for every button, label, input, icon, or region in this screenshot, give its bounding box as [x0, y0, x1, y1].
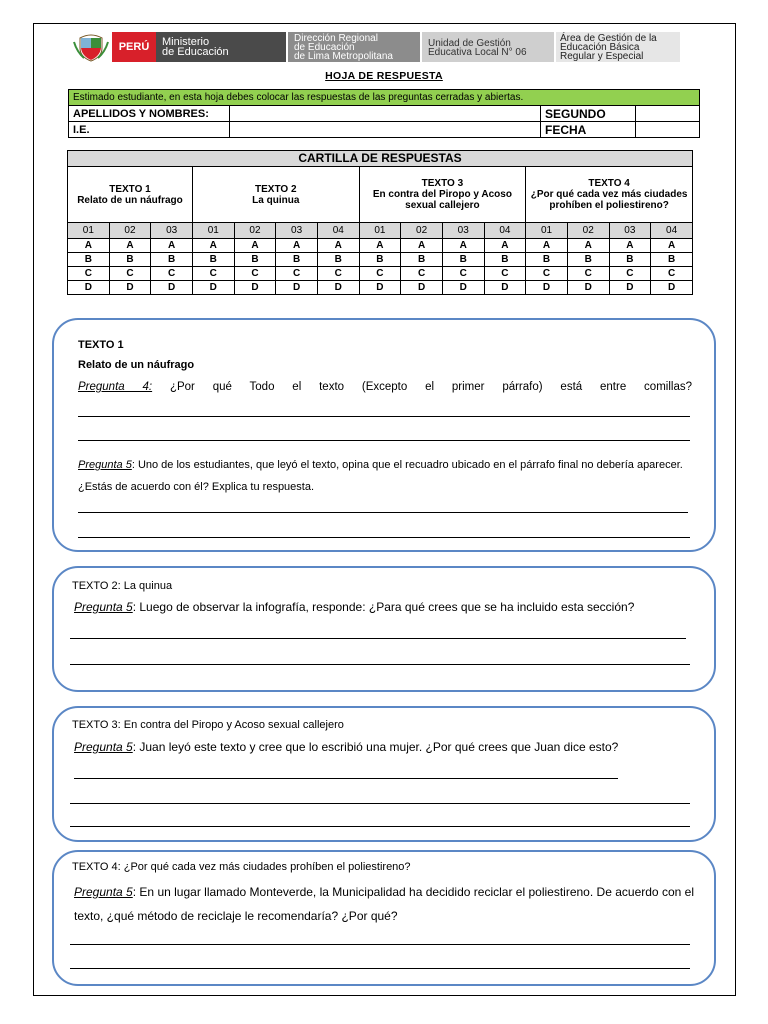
answer-option-b[interactable]: B	[484, 253, 526, 267]
answer-option-d[interactable]: D	[109, 281, 151, 295]
ie-label: I.E.	[69, 122, 230, 138]
answer-option-a[interactable]: A	[651, 239, 693, 253]
answer-option-c[interactable]: C	[442, 267, 484, 281]
notice-text: Estimado estudiante, en esta hoja debes colocar las respuestas de las preguntas cerradas y abiertas.	[69, 90, 700, 106]
texto-4-pregunta-5: Pregunta 5: En un lugar llamado Monteverde, la Municipalidad ha decidido reciclar el poliestireno. De acuerdo con el texto, ¿qué método de reciclaje le recomendaría? ¿Por qué?	[74, 885, 694, 923]
answer-option-a[interactable]: A	[234, 239, 276, 253]
fecha-field[interactable]	[636, 122, 700, 138]
answer-option-d[interactable]: D	[317, 281, 359, 295]
answer-option-a[interactable]: A	[317, 239, 359, 253]
answer-option-b[interactable]: B	[192, 253, 234, 267]
texto-3-header: TEXTO 3 En contra del Piropo y Acoso sexual callejero	[359, 167, 526, 223]
answer-line[interactable]	[78, 512, 688, 513]
answer-option-d[interactable]: D	[651, 281, 693, 295]
answer-option-b[interactable]: B	[609, 253, 651, 267]
peru-logo: PERÚ	[112, 32, 156, 62]
question-number-cell: 02	[567, 223, 609, 239]
answer-option-c[interactable]: C	[276, 267, 318, 281]
answer-option-a[interactable]: A	[109, 239, 151, 253]
answer-option-b[interactable]: B	[359, 253, 401, 267]
question-number-cell: 03	[276, 223, 318, 239]
answer-option-c[interactable]: C	[192, 267, 234, 281]
question-number-cell: 01	[359, 223, 401, 239]
answer-option-a[interactable]: A	[192, 239, 234, 253]
answer-option-d[interactable]: D	[68, 281, 110, 295]
answer-option-c[interactable]: C	[317, 267, 359, 281]
question-number-cell: 03	[609, 223, 651, 239]
texto-1-heading: TEXTO 1	[78, 339, 124, 351]
area-logo: Área de Gestión de la Educación Básica Regular y Especial	[556, 32, 680, 62]
answer-line[interactable]	[70, 826, 690, 827]
texto-2-pregunta-5: Pregunta 5: Luego de observar la infografía, responde: ¿Para qué crees que se ha incluido esta sección?	[74, 600, 635, 614]
texto-1-pregunta-4: Pregunta 4: ¿Por qué Todo el texto (Excepto el primer párrafo) está entre comillas?	[78, 381, 692, 393]
question-number-cell: 01	[526, 223, 568, 239]
answer-option-b[interactable]: B	[651, 253, 693, 267]
question-number-cell: 01	[192, 223, 234, 239]
answer-option-c[interactable]: C	[401, 267, 443, 281]
answer-option-b[interactable]: B	[567, 253, 609, 267]
question-number-cell: 02	[234, 223, 276, 239]
texto-1-pregunta-5: Pregunta 5: Uno de los estudiantes, que leyó el texto, opina que el recuadro ubicado en el párrafo final no debería aparecer. ¿Estás de acuerdo con él? Explica tu respuesta.	[78, 459, 683, 493]
answer-line[interactable]	[70, 664, 690, 665]
texto-4-header: TEXTO 4 ¿Por qué cada vez más ciudades prohíben el poliestireno?	[526, 167, 693, 223]
answer-option-d[interactable]: D	[192, 281, 234, 295]
answer-option-b[interactable]: B	[68, 253, 110, 267]
apellidos-label: APELLIDOS Y NOMBRES:	[69, 106, 230, 122]
answer-option-a[interactable]: A	[151, 239, 193, 253]
answer-option-a[interactable]: A	[526, 239, 568, 253]
texto-1-box	[52, 318, 716, 552]
page-title: HOJA DE RESPUESTA	[325, 70, 443, 82]
answer-option-c[interactable]: C	[359, 267, 401, 281]
grade-label: SEGUNDO	[541, 106, 636, 122]
fecha-label: FECHA	[541, 122, 636, 138]
texto-3-heading: TEXTO 3: En contra del Piropo y Acoso sexual callejero	[72, 719, 344, 731]
apellidos-field[interactable]	[230, 106, 541, 122]
answer-option-c[interactable]: C	[609, 267, 651, 281]
answer-option-d[interactable]: D	[276, 281, 318, 295]
texto-3-pregunta-5: Pregunta 5: Juan leyó este texto y cree que lo escribió una mujer. ¿Por qué crees que Juan dice esto?	[74, 740, 619, 754]
texto-1-subheading: Relato de un náufrago	[78, 359, 195, 371]
answer-line[interactable]	[74, 778, 618, 779]
answer-option-c[interactable]: C	[526, 267, 568, 281]
answer-option-d[interactable]: D	[442, 281, 484, 295]
question-number-cell: 04	[484, 223, 526, 239]
answer-option-b[interactable]: B	[234, 253, 276, 267]
answer-option-b[interactable]: B	[442, 253, 484, 267]
answer-option-d[interactable]: D	[526, 281, 568, 295]
question-number-cell: 02	[401, 223, 443, 239]
answer-option-d[interactable]: D	[151, 281, 193, 295]
answer-option-b[interactable]: B	[276, 253, 318, 267]
answer-line[interactable]	[70, 803, 690, 804]
answer-option-c[interactable]: C	[651, 267, 693, 281]
answer-line[interactable]	[70, 944, 690, 945]
answer-option-c[interactable]: C	[484, 267, 526, 281]
answer-option-a[interactable]: A	[567, 239, 609, 253]
question-number-cell: 02	[109, 223, 151, 239]
texto-2-header: TEXTO 2 La quinua	[192, 167, 359, 223]
answer-option-b[interactable]: B	[526, 253, 568, 267]
question-number-cell: 03	[442, 223, 484, 239]
answer-option-d[interactable]: D	[359, 281, 401, 295]
question-number-cell: 03	[151, 223, 193, 239]
texto-4-heading: TEXTO 4: ¿Por qué cada vez más ciudades prohíben el poliestireno?	[72, 861, 411, 873]
answer-option-a[interactable]: A	[609, 239, 651, 253]
answer-option-a[interactable]: A	[359, 239, 401, 253]
answer-line[interactable]	[70, 968, 690, 969]
answer-line[interactable]	[78, 440, 690, 441]
answer-option-b[interactable]: B	[401, 253, 443, 267]
question-number-cell: 04	[651, 223, 693, 239]
grade-field[interactable]	[636, 106, 700, 122]
texto-2-heading: TEXTO 2: La quinua	[72, 580, 173, 592]
answer-line[interactable]	[70, 638, 686, 639]
ie-field[interactable]	[230, 122, 541, 138]
answer-option-a[interactable]: A	[401, 239, 443, 253]
answer-option-b[interactable]: B	[151, 253, 193, 267]
cartilla-caption: CARTILLA DE RESPUESTAS	[68, 151, 693, 167]
answer-option-a[interactable]: A	[276, 239, 318, 253]
answer-option-c[interactable]: C	[567, 267, 609, 281]
answer-grid	[67, 150, 693, 295]
answer-option-b[interactable]: B	[317, 253, 359, 267]
answer-option-d[interactable]: D	[234, 281, 276, 295]
answer-option-a[interactable]: A	[442, 239, 484, 253]
question-number-cell: 04	[317, 223, 359, 239]
answer-option-b[interactable]: B	[109, 253, 151, 267]
ugel-logo: Unidad de Gestión Educativa Local N° 06	[422, 32, 554, 62]
answer-option-c[interactable]: C	[109, 267, 151, 281]
answer-option-d[interactable]: D	[567, 281, 609, 295]
answer-option-c[interactable]: C	[68, 267, 110, 281]
question-number-cell: 01	[68, 223, 110, 239]
ministerio-logo: Ministerio de Educación	[156, 32, 286, 62]
answer-option-a[interactable]: A	[484, 239, 526, 253]
dre-logo: Dirección Regional de Educación de Lima Metropolitana	[288, 32, 420, 62]
answer-option-d[interactable]: D	[401, 281, 443, 295]
student-info-table	[68, 89, 700, 138]
answer-option-c[interactable]: C	[151, 267, 193, 281]
answer-option-c[interactable]: C	[234, 267, 276, 281]
answer-line[interactable]	[78, 416, 690, 417]
texto-1-header: TEXTO 1 Relato de un náufrago	[68, 167, 193, 223]
answer-option-d[interactable]: D	[609, 281, 651, 295]
peru-coat-of-arms-icon	[72, 32, 110, 62]
answer-line[interactable]	[78, 537, 690, 538]
answer-option-d[interactable]: D	[484, 281, 526, 295]
answer-option-a[interactable]: A	[68, 239, 110, 253]
